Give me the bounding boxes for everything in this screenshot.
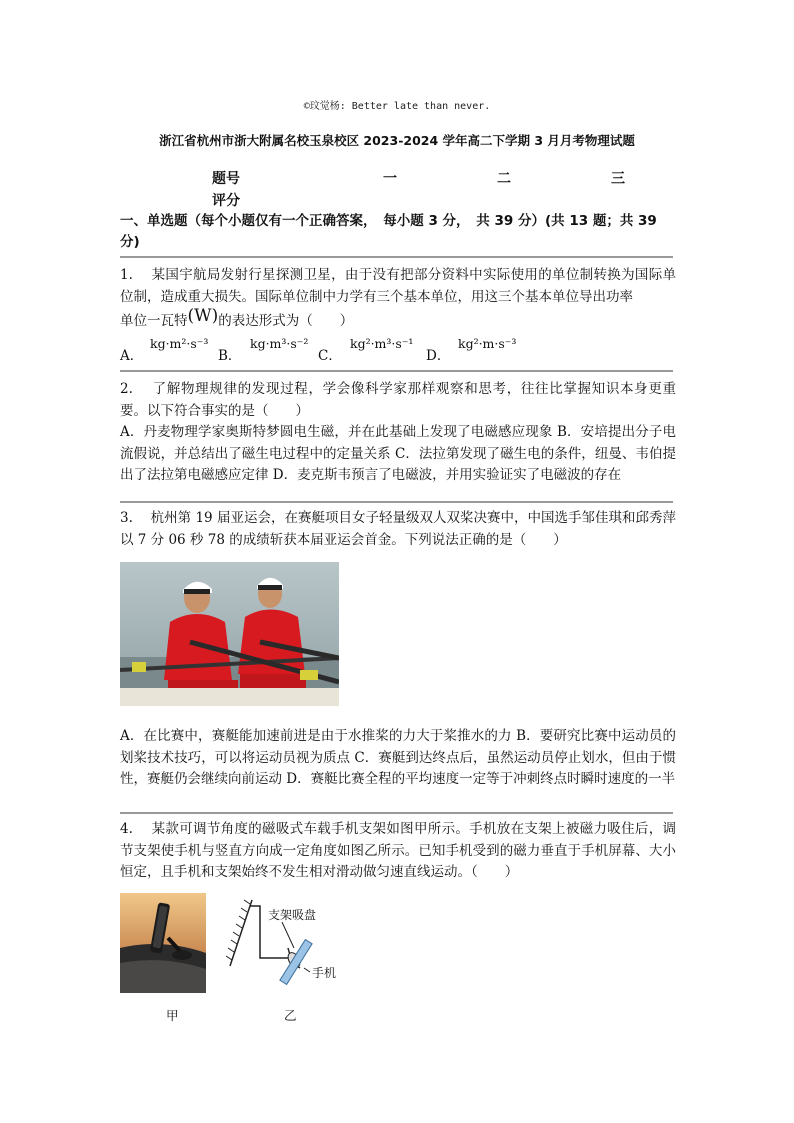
option-b-expr: kg·m³·s⁻² — [250, 336, 309, 351]
question-3-stem: 3. 杭州第 19 届亚运会，在赛艇项目女子轻量级双人双桨决赛中，中国选手邹佳琪和邱秀萍以 7 分 06 秒 78 的成绩斩获本届亚运会首金。下列说法正确的是（ ） — [120, 510, 676, 548]
question-1-stem-pre: 单位一瓦特 — [120, 313, 188, 329]
phone-holder-photo — [120, 893, 206, 993]
question-2 — [120, 379, 676, 487]
divider — [120, 812, 673, 814]
question-1-stem-line2 — [120, 306, 676, 333]
label-phone: 手机 — [312, 966, 337, 980]
header-motto: ©玟觉杨: Better late than never. — [303, 101, 491, 112]
question-1-stem: 1. 某国宇航局发射行星探测卫星，由于没有把部分资料中实际使用的单位制转换为国际单位制，造成重大损失。国际单位制中力学有三个基本单位，用这三个基本单位导出功率 — [120, 267, 676, 305]
option-c-expr: kg²·m³·s⁻¹ — [350, 336, 414, 351]
divider — [120, 501, 673, 503]
option-c-label: C． — [318, 348, 342, 364]
option-d-expr: kg²·m·s⁻³ — [458, 336, 517, 351]
question-4-stem: 4. 某款可调节角度的磁吸式车载手机支架如图甲所示。手机放在支架上被磁力吸住后，调节支架使手机与竖直方向成一定角度如图乙所示。已知手机受到的磁力垂直于手机屏幕、大小恒定，且手机和支架始终不发生相对滑动做匀速直线运动。（ ） — [120, 821, 676, 880]
section-heading: 一、单选题（每个小题仅有一个正确答案， 每小题 3 分， 共 39 分）(共 13 题；共 39 分) — [120, 213, 657, 250]
figure-caption-b: 乙 — [284, 1008, 297, 1023]
label-holder: 支架吸盘 — [268, 908, 317, 922]
holder-diagram — [222, 898, 342, 998]
score-table-col2: 二 — [497, 171, 511, 187]
divider — [120, 256, 673, 258]
score-table-row2-label: 评分 — [212, 193, 240, 209]
figure-caption-a: 甲 — [166, 1008, 179, 1023]
option-b-label: B． — [218, 348, 242, 364]
option-a-label: A． — [120, 348, 144, 364]
option-d-label: D． — [426, 348, 451, 364]
watt-symbol: (W) — [187, 306, 219, 326]
question-4 — [120, 819, 676, 884]
question-1-stem-post: 的表达形式为（ ） — [218, 313, 354, 329]
question-1 — [120, 265, 676, 333]
score-table-col1: 一 — [383, 171, 397, 187]
option-a-expr: kg·m²·s⁻³ — [150, 336, 209, 351]
score-table-col3: 三 — [611, 171, 625, 187]
rowing-photo — [120, 562, 339, 706]
question-2-options: A．丹麦物理学家奥斯特梦圆电生磁，并在此基础上发现了电磁感应现象 B．安培提出分子电流假说，并总结出了磁生电过程中的定量关系 C．法拉第发现了磁生电的条件，纽曼、韦伯提出了法拉第电磁感应定律 D．麦克斯韦预言了电磁波，并用实验证实了电磁波的存在 — [120, 424, 676, 483]
divider — [120, 370, 673, 372]
question-3-options: A．在比赛中，赛艇能加速前进是由于水推桨的力大于桨推水的力 B．要研究比赛中运动员的划桨技术技巧，可以将运动员视为质点 C．赛艇到达终点后，虽然运动员停止划水，但由于惯性，赛艇仍会继续向前运动 D．赛艇比赛全程的平均速度一定等于冲刺终点时瞬时速度的一半 — [120, 728, 676, 787]
question-3 — [120, 508, 676, 551]
question-2-stem: 2. 了解物理规律的发现过程，学会像科学家那样观察和思考，往往比掌握知识本身更重要。以下符合事实的是（ ） — [120, 381, 676, 419]
paper-title: 浙江省杭州市浙大附属名校玉泉校区 2023-2024 学年高二下学期 3 月月考物理试题 — [159, 133, 635, 148]
score-table-row1-label: 题号 — [212, 171, 240, 187]
